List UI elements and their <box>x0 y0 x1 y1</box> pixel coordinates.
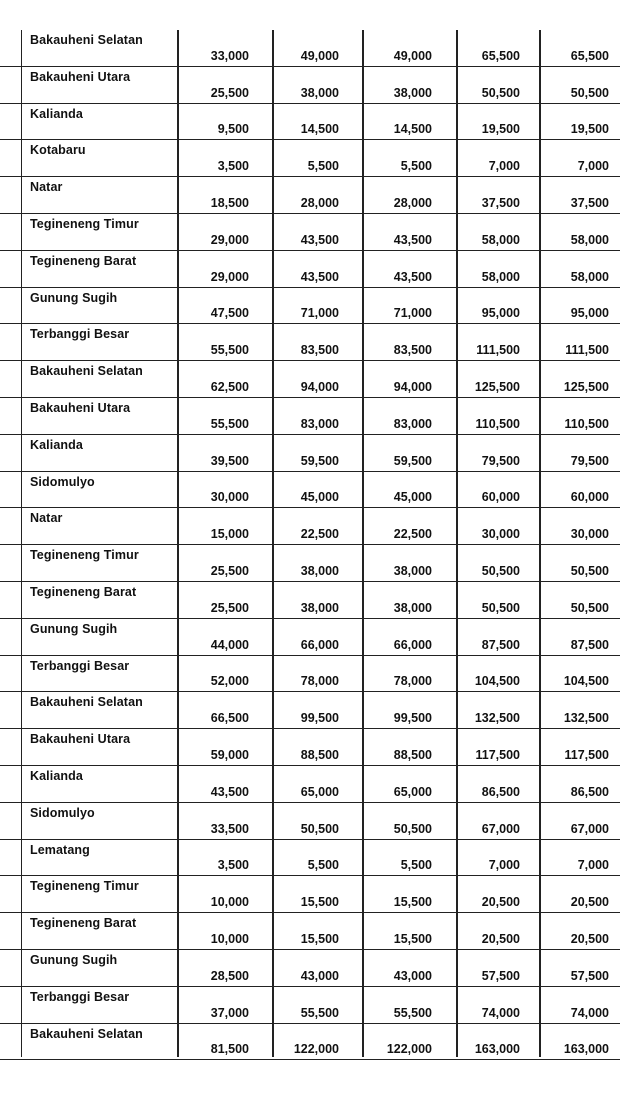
rate-cell: 37,500 <box>570 195 609 210</box>
rate-cell: 57,500 <box>570 968 609 983</box>
rate-cell: 81,500 <box>210 1042 249 1057</box>
rate-cell: 58,000 <box>570 232 609 247</box>
gate-name: Terbanggi Besar <box>30 989 130 1004</box>
gate-name: Kalianda <box>30 106 83 121</box>
gate-name: Bakauheni Selatan <box>30 364 143 379</box>
rate-cell: 58,000 <box>570 269 609 284</box>
table-row <box>0 435 620 472</box>
rate-cell: 29,000 <box>210 269 249 284</box>
rate-cell: 43,500 <box>393 269 432 284</box>
gate-name: Sidomulyo <box>30 805 95 820</box>
rate-cell: 7,000 <box>577 858 609 873</box>
gate-name: Kotabaru <box>30 143 86 158</box>
rate-cell: 66,000 <box>300 637 339 652</box>
table-row <box>0 67 620 104</box>
gate-name: Bakauheni Utara <box>30 69 131 84</box>
rate-cell: 95,000 <box>570 306 609 321</box>
rate-cell: 25,500 <box>210 563 249 578</box>
rate-cell: 33,000 <box>210 48 249 63</box>
rate-cell: 47,500 <box>210 306 249 321</box>
rate-cell: 38,000 <box>393 563 432 578</box>
gate-name: Lematang <box>30 842 90 857</box>
table-row <box>0 251 620 288</box>
rate-cell: 43,500 <box>300 269 339 284</box>
gate-name: Sidomulyo <box>30 474 95 489</box>
rate-cell: 58,000 <box>481 269 520 284</box>
rate-cell: 43,500 <box>300 232 339 247</box>
table-row <box>0 803 620 840</box>
gate-name: Bakauheni Selatan <box>30 33 143 47</box>
rate-cell: 65,500 <box>481 48 520 63</box>
table-row <box>0 582 620 619</box>
rate-cell: 7,000 <box>488 858 520 873</box>
gate-name: Kalianda <box>30 437 83 452</box>
gate-name: Kalianda <box>30 768 83 783</box>
rate-cell: 20,500 <box>570 931 609 946</box>
rate-cell: 111,500 <box>476 343 520 358</box>
table-row <box>0 766 620 803</box>
rate-cell: 117,500 <box>475 747 520 762</box>
table-row <box>0 30 620 67</box>
table-row <box>0 876 620 913</box>
rate-cell: 38,000 <box>393 600 432 615</box>
rate-cell: 132,500 <box>563 711 609 726</box>
rate-cell: 50,500 <box>570 563 609 578</box>
rate-cell: 60,000 <box>481 490 520 505</box>
rate-cell: 50,500 <box>393 821 432 836</box>
rate-cell: 110,500 <box>475 416 520 431</box>
rate-cell: 66,500 <box>210 711 249 726</box>
table-row <box>0 692 620 729</box>
rate-cell: 20,500 <box>570 895 609 910</box>
rate-cell: 66,000 <box>393 637 432 652</box>
table-row <box>0 472 620 509</box>
rate-cell: 15,500 <box>300 931 339 946</box>
rate-cell: 43,000 <box>393 968 432 983</box>
rate-cell: 55,500 <box>300 1005 339 1020</box>
rate-cell: 125,500 <box>563 379 609 394</box>
table-row <box>0 361 620 398</box>
rate-cell: 83,000 <box>393 416 432 431</box>
gate-name: Tegineneng Barat <box>30 253 137 268</box>
toll-rate-table <box>0 30 620 1060</box>
table-row <box>0 950 620 987</box>
table-row <box>0 177 620 214</box>
rate-cell: 74,000 <box>481 1005 520 1020</box>
rate-cell: 62,500 <box>210 379 249 394</box>
rate-cell: 78,000 <box>300 674 339 689</box>
rate-cell: 43,000 <box>300 968 339 983</box>
rate-cell: 104,500 <box>474 674 520 689</box>
rate-cell: 49,000 <box>300 48 339 63</box>
rate-cell: 125,500 <box>474 379 520 394</box>
rate-cell: 49,000 <box>393 48 432 63</box>
rate-cell: 30,000 <box>210 490 249 505</box>
table-row <box>0 1024 620 1061</box>
rate-cell: 33,500 <box>210 821 249 836</box>
rate-cell: 78,000 <box>393 674 432 689</box>
rate-cell: 28,500 <box>210 968 249 983</box>
rate-cell: 79,500 <box>481 453 520 468</box>
rate-cell: 43,500 <box>393 232 432 247</box>
rate-cell: 18,500 <box>210 195 249 210</box>
table-row <box>0 729 620 766</box>
rate-cell: 60,000 <box>570 490 609 505</box>
table-row <box>0 214 620 251</box>
table-row <box>0 545 620 582</box>
rate-cell: 110,500 <box>564 416 609 431</box>
rate-cell: 65,000 <box>300 784 339 799</box>
rate-cell: 117,500 <box>564 747 609 762</box>
rate-cell: 99,500 <box>393 711 432 726</box>
gate-name: Bakauheni Utara <box>30 400 131 415</box>
rate-cell: 104,500 <box>563 674 609 689</box>
rate-cell: 71,000 <box>393 306 432 321</box>
gate-name: Bakauheni Utara <box>30 732 131 747</box>
rate-cell: 9,500 <box>217 122 249 137</box>
rate-cell: 15,500 <box>393 895 432 910</box>
gate-name: Tegineneng Timur <box>30 216 139 231</box>
gate-name: Tegineneng Timur <box>30 879 139 894</box>
rate-cell: 38,000 <box>300 85 339 100</box>
rate-cell: 22,500 <box>393 527 432 542</box>
gate-name: Gunung Sugih <box>30 621 118 636</box>
rate-cell: 43,500 <box>210 784 249 799</box>
gate-name: Terbanggi Besar <box>30 658 130 673</box>
rate-cell: 65,000 <box>393 784 432 799</box>
table-row <box>0 288 620 325</box>
table-row <box>0 398 620 435</box>
rate-cell: 25,500 <box>210 600 249 615</box>
rate-cell: 28,000 <box>300 195 339 210</box>
gate-name: Gunung Sugih <box>30 952 118 967</box>
rate-cell: 59,500 <box>393 453 432 468</box>
rate-cell: 37,000 <box>210 1005 249 1020</box>
rate-cell: 19,500 <box>570 122 609 137</box>
rate-cell: 39,500 <box>210 453 249 468</box>
rate-cell: 163,000 <box>563 1042 609 1057</box>
rate-cell: 20,500 <box>481 895 520 910</box>
rate-cell: 163,000 <box>474 1042 520 1057</box>
rate-cell: 50,500 <box>481 85 520 100</box>
rate-cell: 25,500 <box>210 85 249 100</box>
rate-cell: 50,500 <box>300 821 339 836</box>
table-row <box>0 987 620 1024</box>
rate-cell: 10,000 <box>210 895 249 910</box>
rate-cell: 5,500 <box>307 858 339 873</box>
table-row <box>0 840 620 877</box>
rate-cell: 20,500 <box>481 931 520 946</box>
rate-cell: 122,000 <box>386 1042 432 1057</box>
rate-cell: 50,500 <box>570 85 609 100</box>
rate-cell: 74,000 <box>570 1005 609 1020</box>
rate-cell: 5,500 <box>307 159 339 174</box>
rate-cell: 57,500 <box>481 968 520 983</box>
rate-cell: 15,500 <box>393 931 432 946</box>
rate-cell: 37,500 <box>481 195 520 210</box>
rate-cell: 5,500 <box>400 159 432 174</box>
rate-cell: 10,000 <box>210 931 249 946</box>
rate-cell: 29,000 <box>210 232 249 247</box>
rate-cell: 111,500 <box>565 343 609 358</box>
rate-cell: 67,000 <box>570 821 609 836</box>
rate-cell: 71,000 <box>300 306 339 321</box>
rate-cell: 83,000 <box>300 416 339 431</box>
rate-cell: 30,000 <box>481 527 520 542</box>
rate-cell: 67,000 <box>481 821 520 836</box>
rate-cell: 22,500 <box>300 527 339 542</box>
table-row <box>0 324 620 361</box>
rate-cell: 3,500 <box>217 858 249 873</box>
rate-cell: 58,000 <box>481 232 520 247</box>
rate-cell: 50,500 <box>570 600 609 615</box>
rate-cell: 50,500 <box>481 600 520 615</box>
rate-cell: 14,500 <box>300 122 339 137</box>
table-row <box>0 619 620 656</box>
rate-cell: 44,000 <box>210 637 249 652</box>
rate-cell: 79,500 <box>570 453 609 468</box>
rate-cell: 94,000 <box>393 379 432 394</box>
gate-name: Gunung Sugih <box>30 290 118 305</box>
rate-cell: 7,000 <box>488 159 520 174</box>
rate-cell: 15,000 <box>210 527 249 542</box>
rate-cell: 86,500 <box>481 784 520 799</box>
gate-name: Natar <box>30 180 63 195</box>
rate-cell: 38,000 <box>300 600 339 615</box>
rate-cell: 83,500 <box>300 343 339 358</box>
rate-cell: 28,000 <box>393 195 432 210</box>
rate-cell: 38,000 <box>393 85 432 100</box>
table-row <box>0 656 620 693</box>
table-row <box>0 913 620 950</box>
rate-cell: 52,000 <box>210 674 249 689</box>
rate-cell: 59,000 <box>210 747 249 762</box>
table-row <box>0 140 620 177</box>
gate-name: Natar <box>30 511 63 526</box>
rate-cell: 55,500 <box>210 343 249 358</box>
rate-cell: 132,500 <box>474 711 520 726</box>
rate-cell: 50,500 <box>481 563 520 578</box>
gate-name: Tegineneng Barat <box>30 916 137 931</box>
rate-cell: 87,500 <box>481 637 520 652</box>
rate-cell: 65,500 <box>570 48 609 63</box>
rate-cell: 45,000 <box>393 490 432 505</box>
rate-cell: 87,500 <box>570 637 609 652</box>
rate-cell: 88,500 <box>393 747 432 762</box>
rate-cell: 30,000 <box>570 527 609 542</box>
rate-cell: 38,000 <box>300 563 339 578</box>
rate-cell: 15,500 <box>300 895 339 910</box>
rate-cell: 55,500 <box>210 416 249 431</box>
rate-cell: 19,500 <box>481 122 520 137</box>
rate-cell: 95,000 <box>481 306 520 321</box>
gate-name: Tegineneng Barat <box>30 584 137 599</box>
rate-cell: 86,500 <box>570 784 609 799</box>
rate-cell: 14,500 <box>393 122 432 137</box>
rate-cell: 83,500 <box>393 343 432 358</box>
gate-name: Terbanggi Besar <box>30 327 130 342</box>
rate-cell: 3,500 <box>217 159 249 174</box>
table-row <box>0 104 620 141</box>
gate-name: Bakauheni Selatan <box>30 695 143 710</box>
rate-cell: 99,500 <box>300 711 339 726</box>
gate-name: Bakauheni Selatan <box>30 1026 143 1041</box>
gate-name: Tegineneng Timur <box>30 548 139 563</box>
rate-cell: 94,000 <box>300 379 339 394</box>
rate-cell: 55,500 <box>393 1005 432 1020</box>
rate-cell: 7,000 <box>577 159 609 174</box>
rate-cell: 59,500 <box>300 453 339 468</box>
rate-cell: 45,000 <box>300 490 339 505</box>
table-row <box>0 508 620 545</box>
rate-cell: 88,500 <box>300 747 339 762</box>
rate-cell: 122,000 <box>293 1042 339 1057</box>
rate-cell: 5,500 <box>400 858 432 873</box>
